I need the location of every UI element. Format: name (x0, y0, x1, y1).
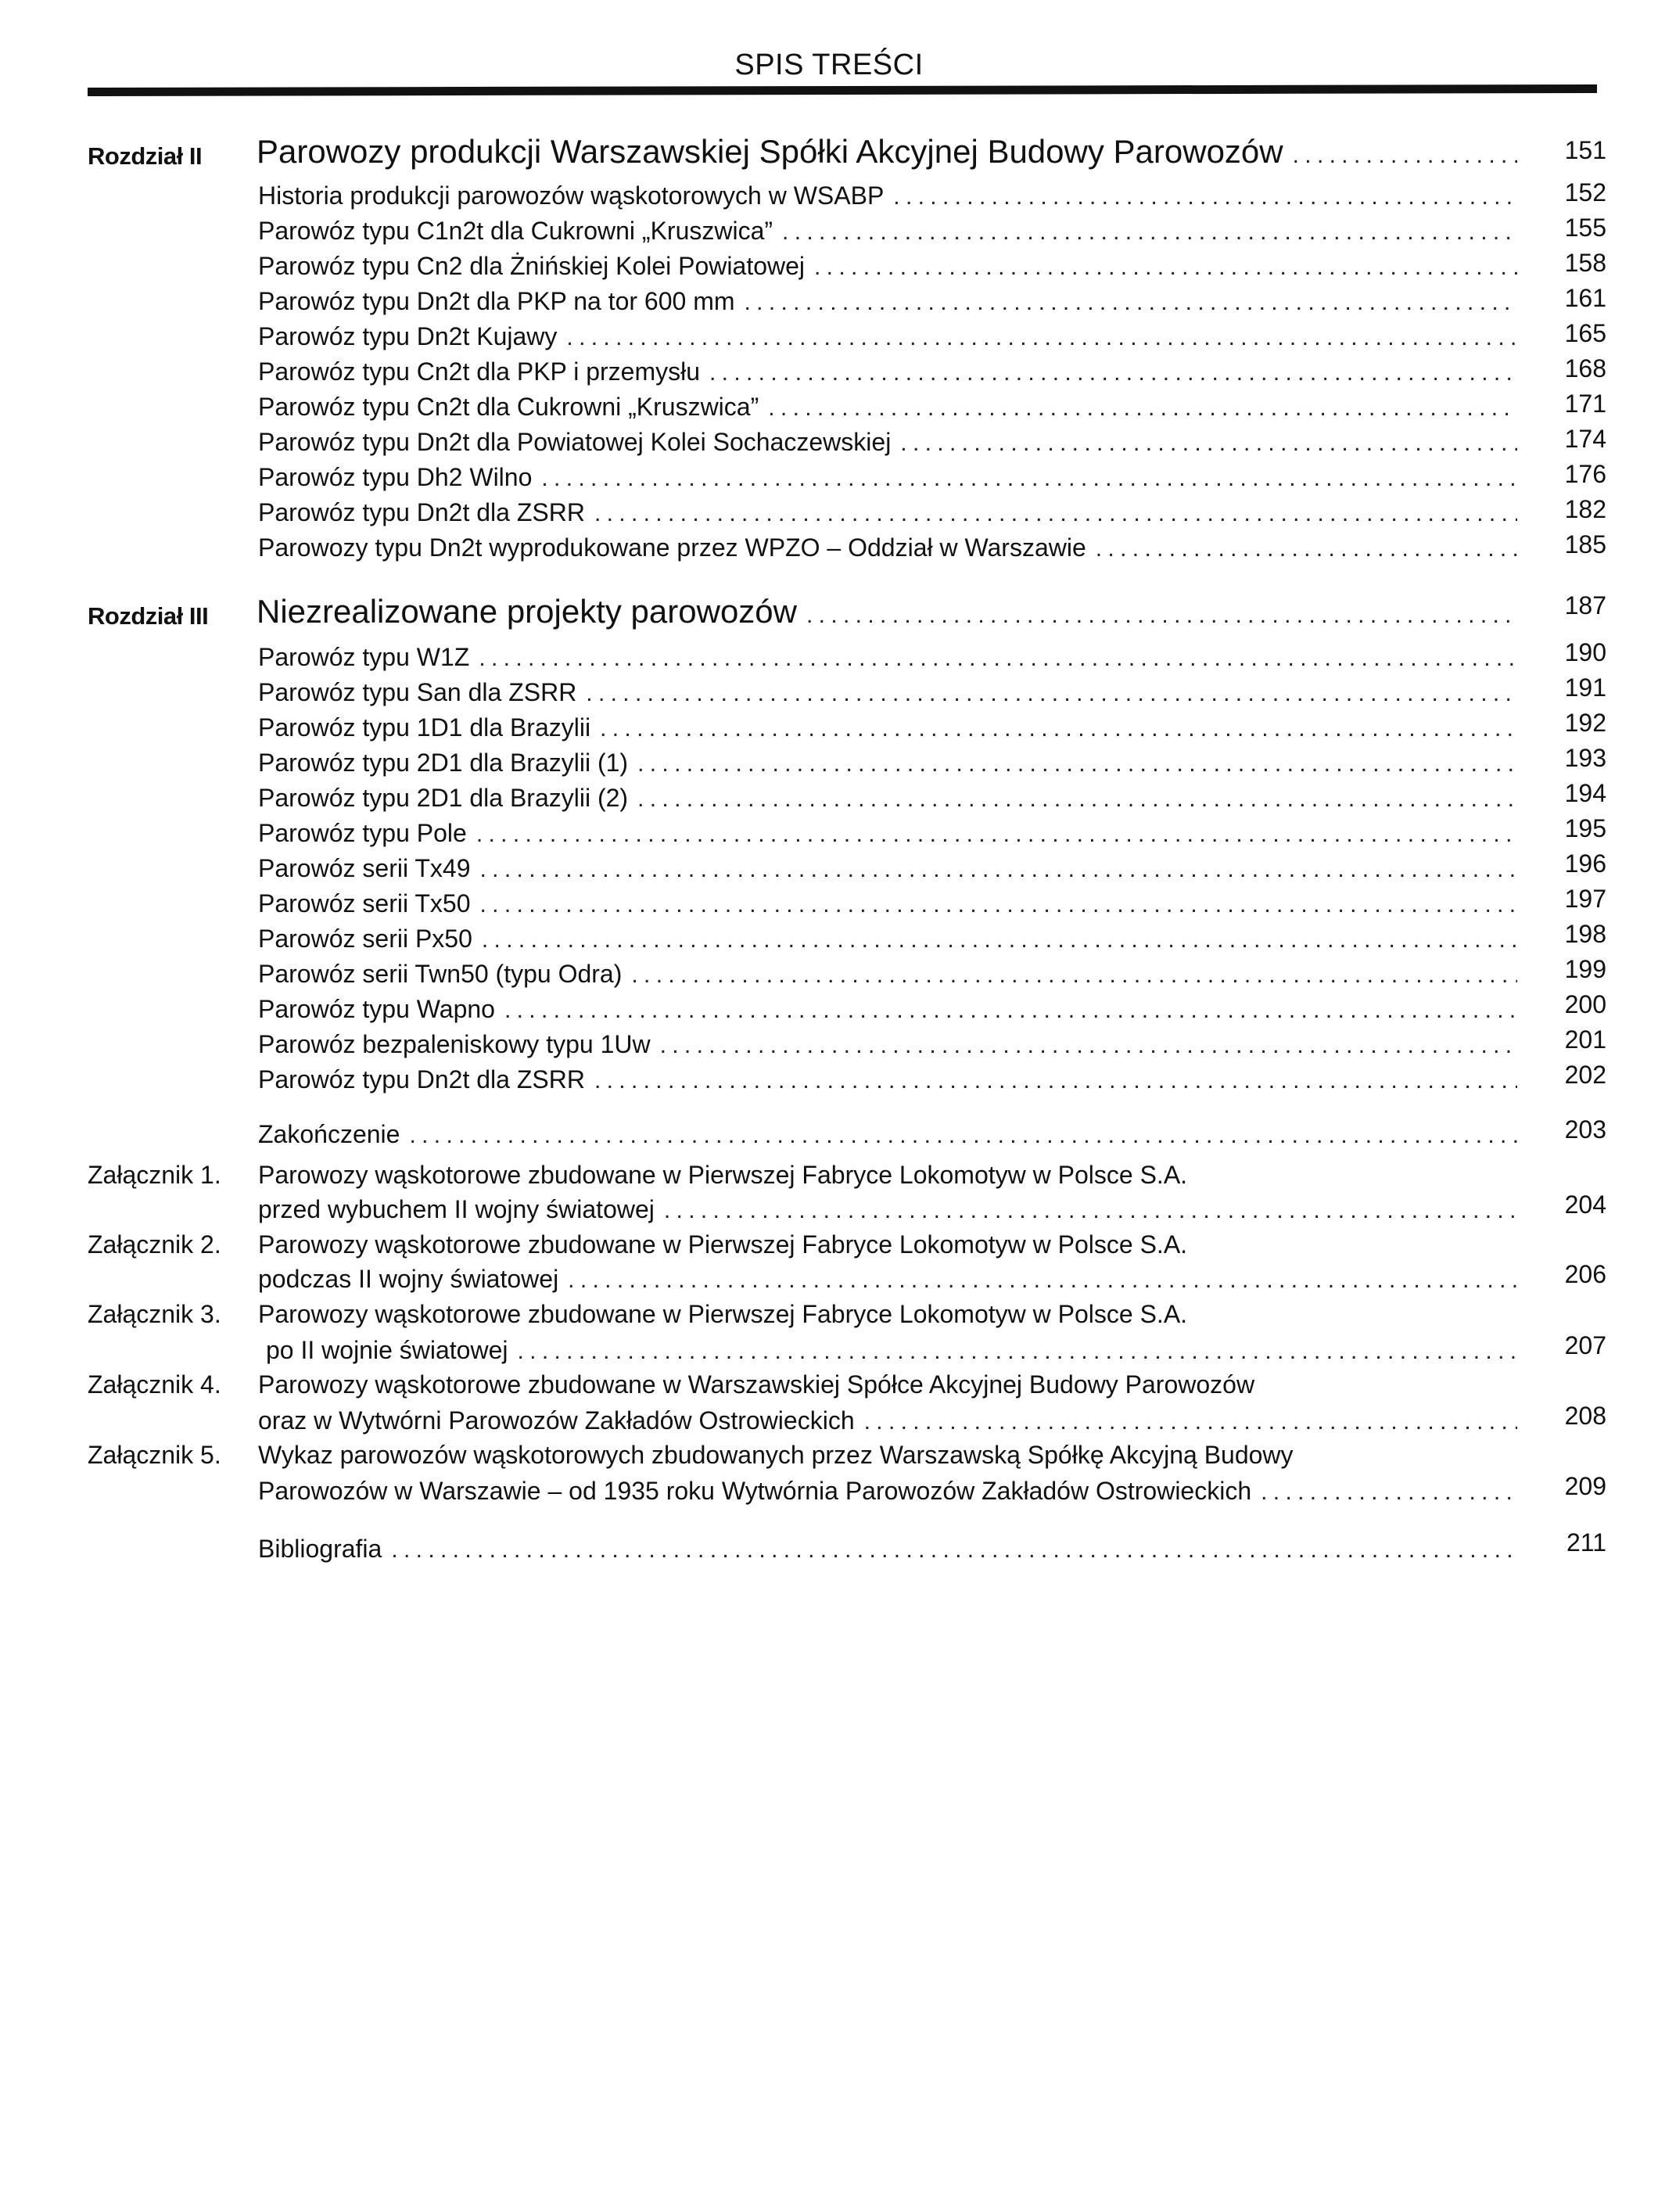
toc-item[interactable] (0, 920, 1658, 959)
toc-bibliography[interactable] (0, 1528, 1658, 1569)
page-number: 202 (1564, 1061, 1606, 1089)
appendix-title-line1: Parowozy wąskotorowe zbudowane w Warszawskiej Spółce Akcyjnej Budowy Parowozów (258, 1370, 1255, 1399)
dot-leader (864, 1409, 1517, 1435)
page-number: 161 (1564, 284, 1606, 312)
dot-leader (600, 716, 1517, 742)
toc-appendix-1[interactable] (0, 1161, 1658, 1231)
chapter-label: Rozdział III (88, 602, 209, 630)
page-number: 168 (1564, 354, 1606, 382)
item-title: Parowóz serii Tx49 (258, 854, 471, 882)
dot-leader (900, 430, 1517, 457)
dot-leader (814, 254, 1517, 281)
page-number: 152 (1564, 178, 1606, 206)
dot-leader (745, 289, 1518, 316)
page-number: 165 (1564, 319, 1606, 347)
item-title: Parowóz typu Dn2t Kujawy (258, 322, 558, 350)
toc-appendix-3[interactable] (0, 1300, 1658, 1370)
toc-item[interactable] (0, 249, 1658, 286)
page-number: 206 (1564, 1260, 1606, 1288)
chapter-title: Niezrealizowane projekty parowozów (257, 593, 797, 630)
page-number: 197 (1564, 885, 1606, 913)
item-title: Zakończenie (258, 1120, 400, 1148)
dot-leader (409, 1122, 1517, 1149)
dot-leader (482, 927, 1517, 953)
dot-leader (480, 892, 1517, 918)
toc-item[interactable] (0, 425, 1658, 462)
page-number: 201 (1564, 1025, 1606, 1054)
dot-leader (806, 602, 1517, 629)
item-title: Parowóz typu W1Z (258, 643, 470, 671)
appendix-title-line2: Parowozów w Warszawie – od 1935 roku Wytwórnia Parowozów Zakładów Ostrowieckich (258, 1477, 1252, 1505)
toc-item[interactable] (0, 319, 1658, 357)
item-title: Parowóz bezpaleniskowy typu 1Uw (258, 1030, 651, 1058)
dot-leader (1096, 536, 1517, 562)
dot-leader (893, 184, 1517, 210)
item-title: Parowóz typu Dn2t dla ZSRR (258, 498, 585, 526)
toc-item[interactable] (0, 885, 1658, 924)
item-title: Parowóz typu Wapno (258, 995, 495, 1023)
appendix-title-line1: Parowozy wąskotorowe zbudowane w Pierwszej Fabryce Lokomotyw w Polsce S.A. (258, 1230, 1188, 1259)
page-number: 151 (1564, 136, 1606, 164)
item-title: Parowóz typu Dh2 Wilno (258, 463, 533, 491)
item-title: Parowóz typu C1n2t dla Cukrowni „Kruszwica” (258, 217, 773, 245)
page-number: 193 (1564, 744, 1606, 772)
page-number: 207 (1564, 1331, 1606, 1359)
page-number: 194 (1564, 779, 1606, 807)
item-title: Parowóz typu Dn2t dla PKP na tor 600 mm (258, 287, 735, 315)
page-title: SPIS TREŚCI (734, 48, 924, 81)
dot-leader (594, 501, 1517, 527)
item-title: Parowóz typu Cn2t dla PKP i przemysłu (258, 357, 700, 386)
toc-appendix-5[interactable] (0, 1441, 1658, 1511)
toc-item[interactable] (0, 673, 1658, 713)
item-title: Parowóz typu San dla ZSRR (258, 678, 577, 706)
toc-appendix-4[interactable] (0, 1370, 1658, 1441)
page-number: 203 (1564, 1115, 1606, 1144)
toc-item[interactable] (0, 744, 1658, 783)
page-number: 198 (1564, 920, 1606, 948)
page-number: 190 (1564, 638, 1606, 666)
dot-leader (1293, 142, 1517, 169)
page-number: 171 (1564, 390, 1606, 418)
toc-item[interactable] (0, 709, 1658, 748)
toc-item[interactable] (0, 955, 1658, 994)
item-title: Parowóz typu 2D1 dla Brazylii (1) (258, 749, 629, 777)
chapter-title-row (257, 133, 1517, 171)
dot-leader (660, 1032, 1517, 1059)
page-number: 196 (1564, 849, 1606, 878)
appendix-title-line1: Parowozy wąskotorowe zbudowane w Pierwszej Fabryce Lokomotyw w Polsce S.A. (258, 1161, 1188, 1189)
dot-leader (541, 465, 1517, 492)
page-number: 187 (1564, 591, 1606, 619)
page-number: 185 (1564, 530, 1606, 558)
dot-leader (782, 219, 1517, 246)
toc-item[interactable] (0, 1025, 1658, 1065)
dot-leader (517, 1338, 1517, 1365)
toc-item[interactable] (0, 1061, 1658, 1100)
appendix-title-line2: po II wojnie światowej (266, 1336, 508, 1364)
dot-leader (504, 997, 1517, 1024)
dot-leader (1261, 1479, 1517, 1506)
appendix-label: Załącznik 4. (88, 1370, 221, 1399)
page-number: 204 (1564, 1190, 1606, 1219)
toc-item[interactable] (0, 990, 1658, 1029)
item-title: Parowozy typu Dn2t wyprodukowane przez WPZO – Oddział w Warszawie (258, 533, 1086, 562)
toc-item[interactable] (0, 354, 1658, 392)
toc-ending[interactable] (0, 1115, 1658, 1154)
toc-item[interactable] (0, 530, 1658, 568)
page-number: 208 (1564, 1402, 1606, 1430)
toc-item[interactable] (0, 390, 1658, 427)
toc-appendix-2[interactable] (0, 1230, 1658, 1301)
page-number: 182 (1564, 495, 1606, 523)
toc-item[interactable] (0, 849, 1658, 889)
item-title: Parowóz serii Px50 (258, 925, 472, 953)
toc-item[interactable] (0, 178, 1658, 216)
dot-leader (480, 856, 1517, 883)
dot-leader (664, 1198, 1517, 1224)
toc-item[interactable] (0, 779, 1658, 818)
toc-item[interactable] (0, 495, 1658, 533)
appendix-title-line2: podczas II wojny światowej (258, 1265, 559, 1293)
dot-leader (709, 360, 1517, 386)
dot-leader (586, 680, 1517, 707)
chapter-label: Rozdział II (88, 142, 203, 170)
appendix-label: Załącznik 5. (88, 1441, 221, 1469)
dot-leader (479, 645, 1517, 672)
page-number: 192 (1564, 709, 1606, 737)
item-title: Parowóz typu 1D1 dla Brazylii (258, 713, 591, 742)
page-number: 191 (1564, 673, 1606, 702)
dot-leader (476, 821, 1517, 848)
dot-leader (637, 751, 1517, 777)
item-title: Parowóz serii Tx50 (258, 889, 471, 917)
page-number: 209 (1564, 1472, 1606, 1500)
header-rule (88, 84, 1597, 96)
appendix-title-line2: przed wybuchem II wojny światowej (258, 1195, 655, 1223)
page-number: 176 (1564, 460, 1606, 488)
dot-leader (391, 1537, 1517, 1564)
page-number: 199 (1564, 955, 1606, 983)
dot-leader (566, 325, 1517, 351)
item-title: Parowóz serii Twn50 (typu Odra) (258, 960, 623, 988)
toc-item[interactable] (0, 284, 1658, 321)
page-number: 174 (1564, 425, 1606, 453)
page-number: 200 (1564, 990, 1606, 1018)
item-title: Bibliografia (258, 1535, 382, 1563)
page-number: 195 (1564, 814, 1606, 842)
appendix-title-line1: Wykaz parowozów wąskotorowych zbudowanych przez Warszawską Spółkę Akcyjną Budowy (258, 1441, 1294, 1469)
dot-leader (594, 1068, 1517, 1094)
chapter-title-row (257, 593, 1517, 630)
appendix-label: Załącznik 3. (88, 1300, 221, 1328)
appendix-title-line1: Parowozy wąskotorowe zbudowane w Pierwszej Fabryce Lokomotyw w Polsce S.A. (258, 1300, 1188, 1328)
page-number: 211 (1566, 1528, 1606, 1557)
appendix-title-line2: oraz w Wytwórni Parowozów Zakładów Ostrowieckich (258, 1406, 855, 1435)
page-number: 155 (1564, 214, 1606, 242)
item-title: Historia produkcji parowozów wąskotorowych w WSABP (258, 181, 885, 210)
dot-leader (568, 1267, 1517, 1294)
dot-leader (631, 962, 1517, 989)
item-title: Parowóz typu Cn2 dla Żnińskiej Kolei Powiatowej (258, 252, 806, 280)
appendix-label: Załącznik 1. (88, 1161, 221, 1189)
page-number: 158 (1564, 249, 1606, 277)
toc-item[interactable] (0, 214, 1658, 251)
toc-item[interactable] (0, 814, 1658, 853)
toc-chapter-3[interactable] (0, 591, 1658, 630)
toc-item[interactable] (0, 638, 1658, 677)
item-title: Parowóz typu 2D1 dla Brazylii (2) (258, 784, 629, 812)
item-title: Parowóz typu Dn2t dla ZSRR (258, 1065, 585, 1093)
item-title: Parowóz typu Dn2t dla Powiatowej Kolei Sochaczewskiej (258, 428, 892, 456)
item-title: Parowóz typu Pole (258, 819, 467, 847)
appendix-label: Załącznik 2. (88, 1230, 221, 1259)
toc-item[interactable] (0, 460, 1658, 497)
dot-leader (637, 786, 1517, 813)
chapter-title: Parowozy produkcji Warszawskiej Spółki Akcyjnej Budowy Parowozów (257, 133, 1283, 170)
item-title: Parowóz typu Cn2t dla Cukrowni „Kruszwica” (258, 393, 759, 421)
toc-chapter-2[interactable] (0, 133, 1658, 170)
dot-leader (768, 395, 1517, 422)
